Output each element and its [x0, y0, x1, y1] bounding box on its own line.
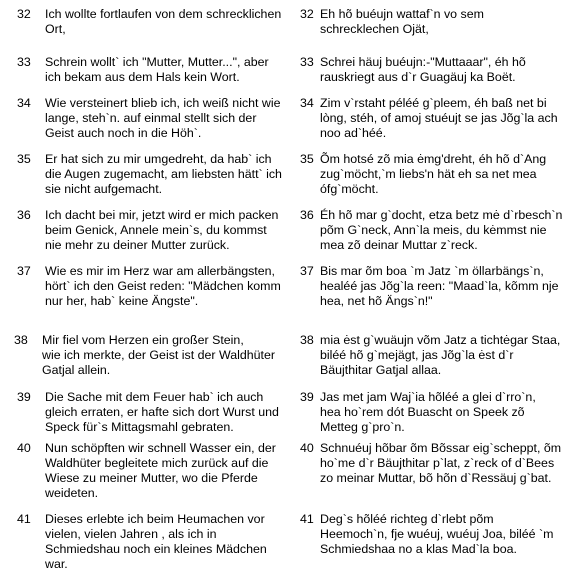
- verse-number: 39: [17, 390, 31, 404]
- verse-number: 34: [300, 96, 314, 110]
- verse-text: Ich dacht bei mir, jetzt wird er mich packen beim Genick, Annele mein`s, du kommst nie mehr zu deiner Mutter zurück.: [45, 208, 279, 252]
- verse-number: 39: [300, 390, 314, 404]
- verse-number: 38: [300, 333, 314, 347]
- verse-number: 38: [14, 333, 28, 347]
- verse-text: Schrei häuj buéujn:-"Muttaaar", éh hõ rauskriegt aus d`r Guagäuj ka Boët.: [320, 55, 526, 84]
- verse-text: Õm hotsé zõ mia ėmg'dreht, éh hõ d`Ang zug`möcht,`m liebs'n hät eh sa net mea ófg`möcht.: [320, 152, 547, 196]
- verse-text: Éh hõ mar g`docht, etza betz mė d`rbesch`n põm G`neck, Ann`la meis, du kėmmst nie mea zõ deinar Muttar z`reck.: [320, 208, 563, 252]
- verse-text: Bis mar õm boa `m Jatz `m öllarbängs`n, healéé jas Jõg`la reen: "Maad`la, kõmm nje hea, net hõ Ängs`n!": [320, 264, 559, 308]
- verse-text: Schnuéuj hõbar õm Bõssar eig`scheppt, õm ho`me d`r Bäujthitar p`lat, z`reck of d`Bees zo meinar Muttar, bõ hõn d`Ressäuj g`bat.: [320, 441, 562, 485]
- verse-text: Eh hõ buéujn wattaf`n vo sem schrecklechen Ojät,: [320, 7, 484, 36]
- verse-text: Schrein wollt` ich "Mutter, Mutter...", aber ich bekam aus dem Hals kein Wort.: [45, 55, 269, 84]
- verse-text: Mir fiel vom Herzen ein großer Stein, wie ich merkte, der Geist ist der Waldhüter Gatjal allein.: [42, 333, 275, 377]
- verse-text: Er hat sich zu mir umgedreht, da hab` ich die Augen zugemacht, am liebsten hätt` ich sie nicht aufgemacht.: [45, 152, 282, 196]
- verse-number: 41: [17, 512, 31, 526]
- verse-number: 37: [300, 264, 314, 278]
- verse-text: Dieses erlebte ich beim Heumachen vor vielen, vielen Jahren , als ich in Schmiedshau noch ein kleines Mädchen war.: [45, 512, 267, 571]
- verse-text: Wie versteinert blieb ich, ich weiß nicht wie lange, steh`n. auf einmal stellt sich der Geist auch noch in die Höh`.: [45, 96, 281, 140]
- verse-number: 32: [300, 7, 314, 21]
- verse-number: 37: [17, 264, 31, 278]
- verse-number: 35: [300, 152, 314, 166]
- verse-number: 34: [17, 96, 31, 110]
- verse-text: Jas met jam Waj`ia hõléé a glei d`rro`n, hea ho`rem dót Buascht on Speek zõ Metteg g`pro`n.: [320, 390, 536, 434]
- verse-number: 35: [17, 152, 31, 166]
- verse-text: Nun schöpften wir schnell Wasser ein, der Waldhüter begleitete mich zurück auf die Wiese zu meiner Mutter, wo die Pferde weideten.: [45, 441, 276, 500]
- verse-number: 33: [300, 55, 314, 69]
- verse-number: 40: [17, 441, 31, 455]
- verse-number: 41: [300, 512, 314, 526]
- verse-text: Wie es mir im Herz war am allerbängsten, hört` ich den Geist reden: "Mädchen komm nur her, hab` keine Ängste".: [45, 264, 281, 308]
- verse-text: Die Sache mit dem Feuer hab` ich auch gleich erraten, er hafte sich dort Wurst und Speck für`s Mittagsmahl gebraten.: [45, 390, 279, 434]
- verse-number: 32: [17, 7, 31, 21]
- verse-number: 33: [17, 55, 31, 69]
- verse-text: mia ėst g`wuäujn võm Jatz a tichtėgar Staa, biléé hõ g`mejägt, jas Jõg`la ėst d`r Bäujthitar Gatjal allaa.: [320, 333, 561, 377]
- verse-text: Ich wollte fortlaufen von dem schrecklichen Ort,: [45, 7, 282, 36]
- verse-number: 36: [17, 208, 31, 222]
- verse-number: 36: [300, 208, 314, 222]
- verse-number: 40: [300, 441, 314, 455]
- verse-text: Zim v`rstaht péléé g`pleem, éh baß net bi lòng, stéh, of amoj stuéujt se jas Jõg`la ach noo ad`héé.: [320, 96, 558, 140]
- verse-text: Deg`s hõléé richteg d`rlebt põm Heemoch`n, fje wuéuj, wuéuj Joa, biléé `m Schmiedshaa no a klas Mad`la boa.: [320, 512, 554, 556]
